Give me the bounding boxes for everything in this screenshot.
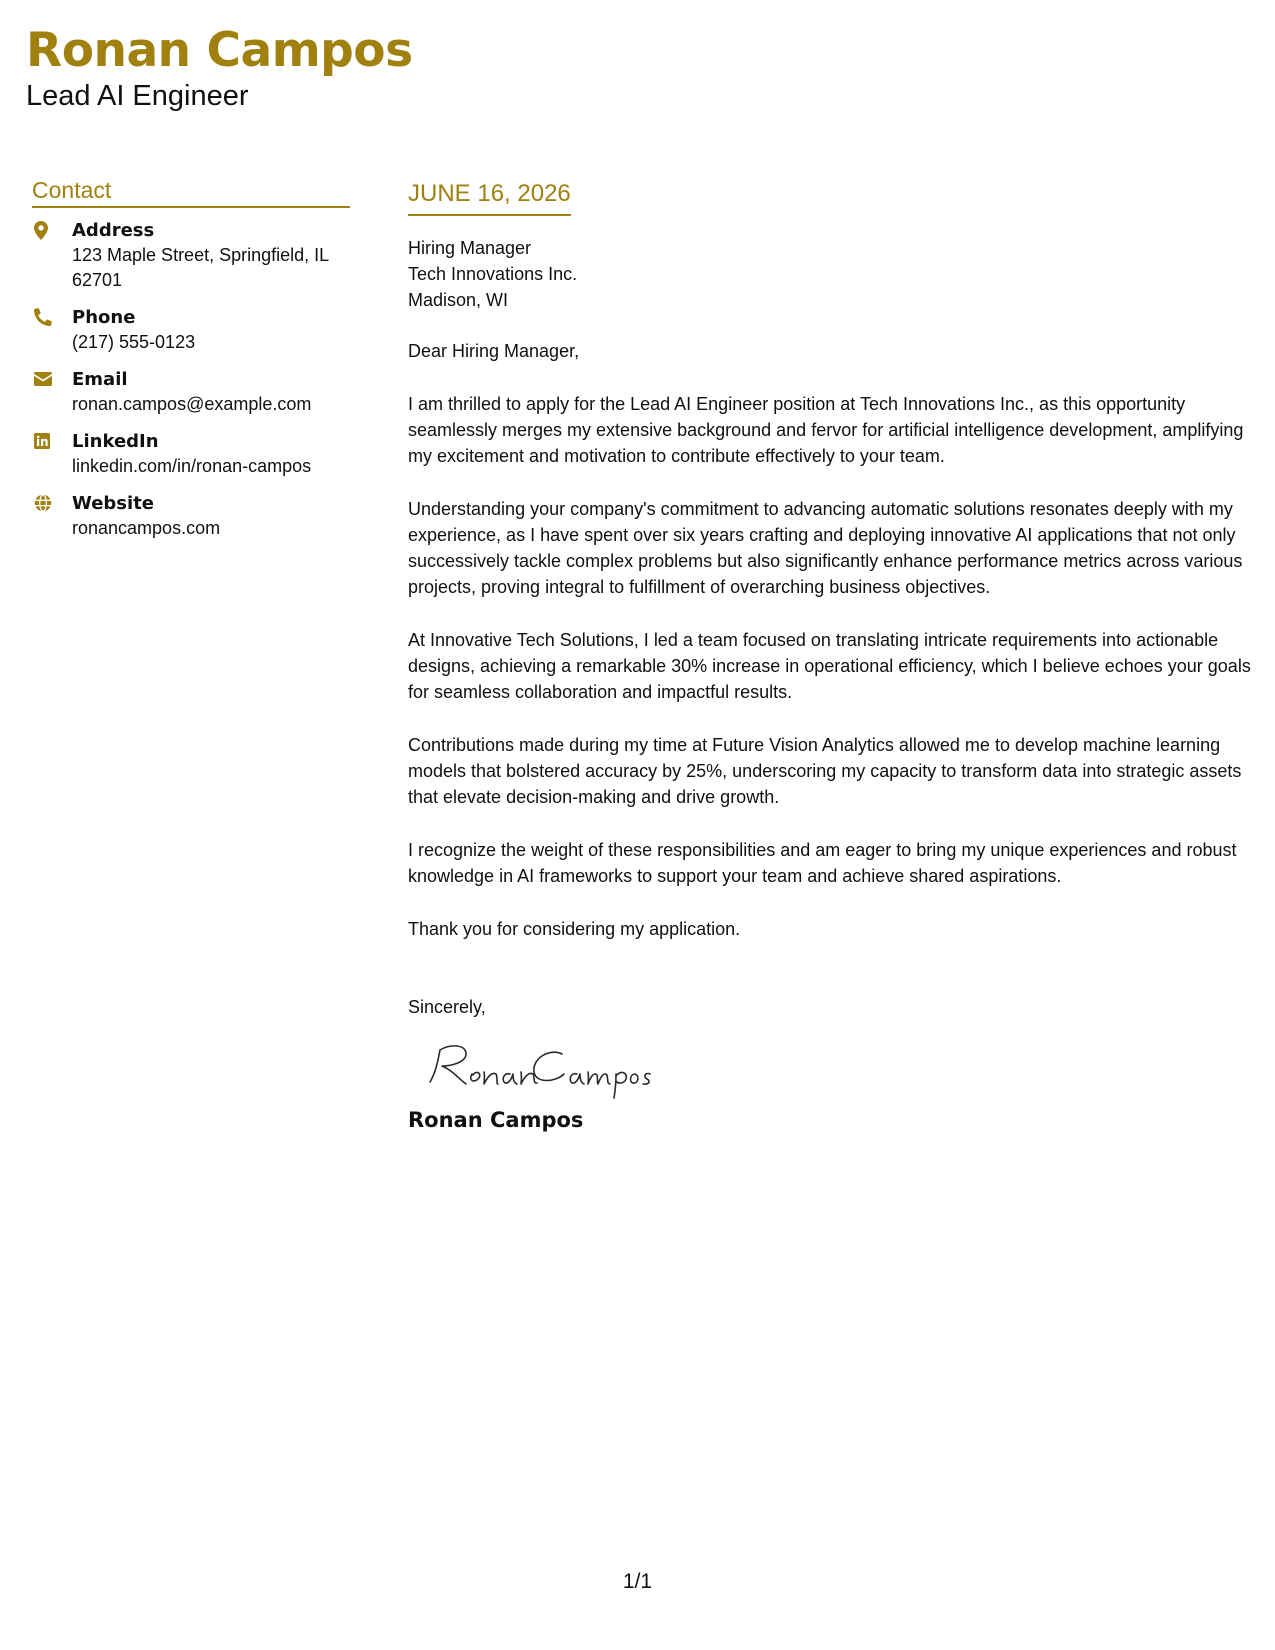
contact-heading: Contact <box>32 175 350 208</box>
cover-letter-body <box>408 178 1253 1134</box>
contact-value: ronan.campos@example.com <box>72 394 312 414</box>
signer-name: Ronan Campos <box>408 1108 584 1132</box>
letter-paragraph: At Innovative Tech Solutions, I led a team focused on translating intricate requirements into actionable designs, achieving a remarkable 30% increase in operational efficiency, which I believe echoes your goals for seamless collaboration and impactful results. <box>408 630 1251 702</box>
contact-item-address <box>32 218 350 293</box>
phone-icon <box>32 305 72 329</box>
contact-label: LinkedIn <box>72 431 159 452</box>
letter-paragraph: Understanding your company's commitment to advancing automatic solutions resonates deeply with my experience, as I have spent over six years crafting and deploying innovative AI applications that not only successively tackle complex problems but also significantly enhance performance metrics across various projects, proving integral to fulfillment of overarching business objectives. <box>408 499 1243 597</box>
contact-label: Website <box>72 493 155 514</box>
recipient-block <box>408 235 1253 313</box>
contact-value: linkedin.com/in/ronan-campos <box>72 456 312 476</box>
linkedin-icon <box>32 429 72 453</box>
recipient-line: Madison, WI <box>408 290 509 310</box>
closing: Sincerely, <box>408 997 486 1017</box>
contact-item-linkedin <box>32 429 350 479</box>
envelope-icon <box>32 367 72 391</box>
contact-label: Address <box>72 220 155 241</box>
handwritten-signature <box>422 1034 1253 1100</box>
salutation: Dear Hiring Manager, <box>408 341 580 361</box>
globe-icon <box>32 491 72 515</box>
contact-value: 123 Maple Street, Springfield, IL 62701 <box>72 245 329 290</box>
letter-date: JUNE 16, 2026 <box>408 178 571 216</box>
page-number: 1/1 <box>622 1570 653 1593</box>
contact-label: Phone <box>72 307 136 328</box>
recipient-line: Tech Innovations Inc. <box>408 264 578 284</box>
contact-item-email <box>32 367 350 417</box>
resume-header <box>26 22 413 114</box>
letter-paragraph: I recognize the weight of these responsibilities and am eager to bring my unique experiences and robust knowledge in AI frameworks to support your team and achieve shared aspirations. <box>408 840 1237 886</box>
applicant-job-title: Lead AI Engineer <box>26 80 249 112</box>
map-pin-icon <box>32 218 72 242</box>
recipient-line: Hiring Manager <box>408 238 532 258</box>
applicant-name: Ronan Campos <box>26 23 413 78</box>
contact-sidebar <box>32 175 350 553</box>
contact-label: Email <box>72 369 128 390</box>
contact-item-website <box>32 491 350 541</box>
contact-value: (217) 555-0123 <box>72 332 196 352</box>
letter-paragraph: Thank you for considering my application. <box>408 919 741 939</box>
letter-paragraph: Contributions made during my time at Future Vision Analytics allowed me to develop machine learning models that bolstered accuracy by 25%, underscoring my capacity to transform data into strategic assets that elevate decision-making and drive growth. <box>408 735 1242 807</box>
contact-value: ronancampos.com <box>72 518 221 538</box>
contact-item-phone <box>32 305 350 355</box>
letter-paragraph: I am thrilled to apply for the Lead AI Engineer position at Tech Innovations Inc., as this opportunity seamlessly merges my extensive background and fervor for artificial intelligence development, amplifying my excitement and motivation to contribute effectively to your team. <box>408 394 1244 466</box>
